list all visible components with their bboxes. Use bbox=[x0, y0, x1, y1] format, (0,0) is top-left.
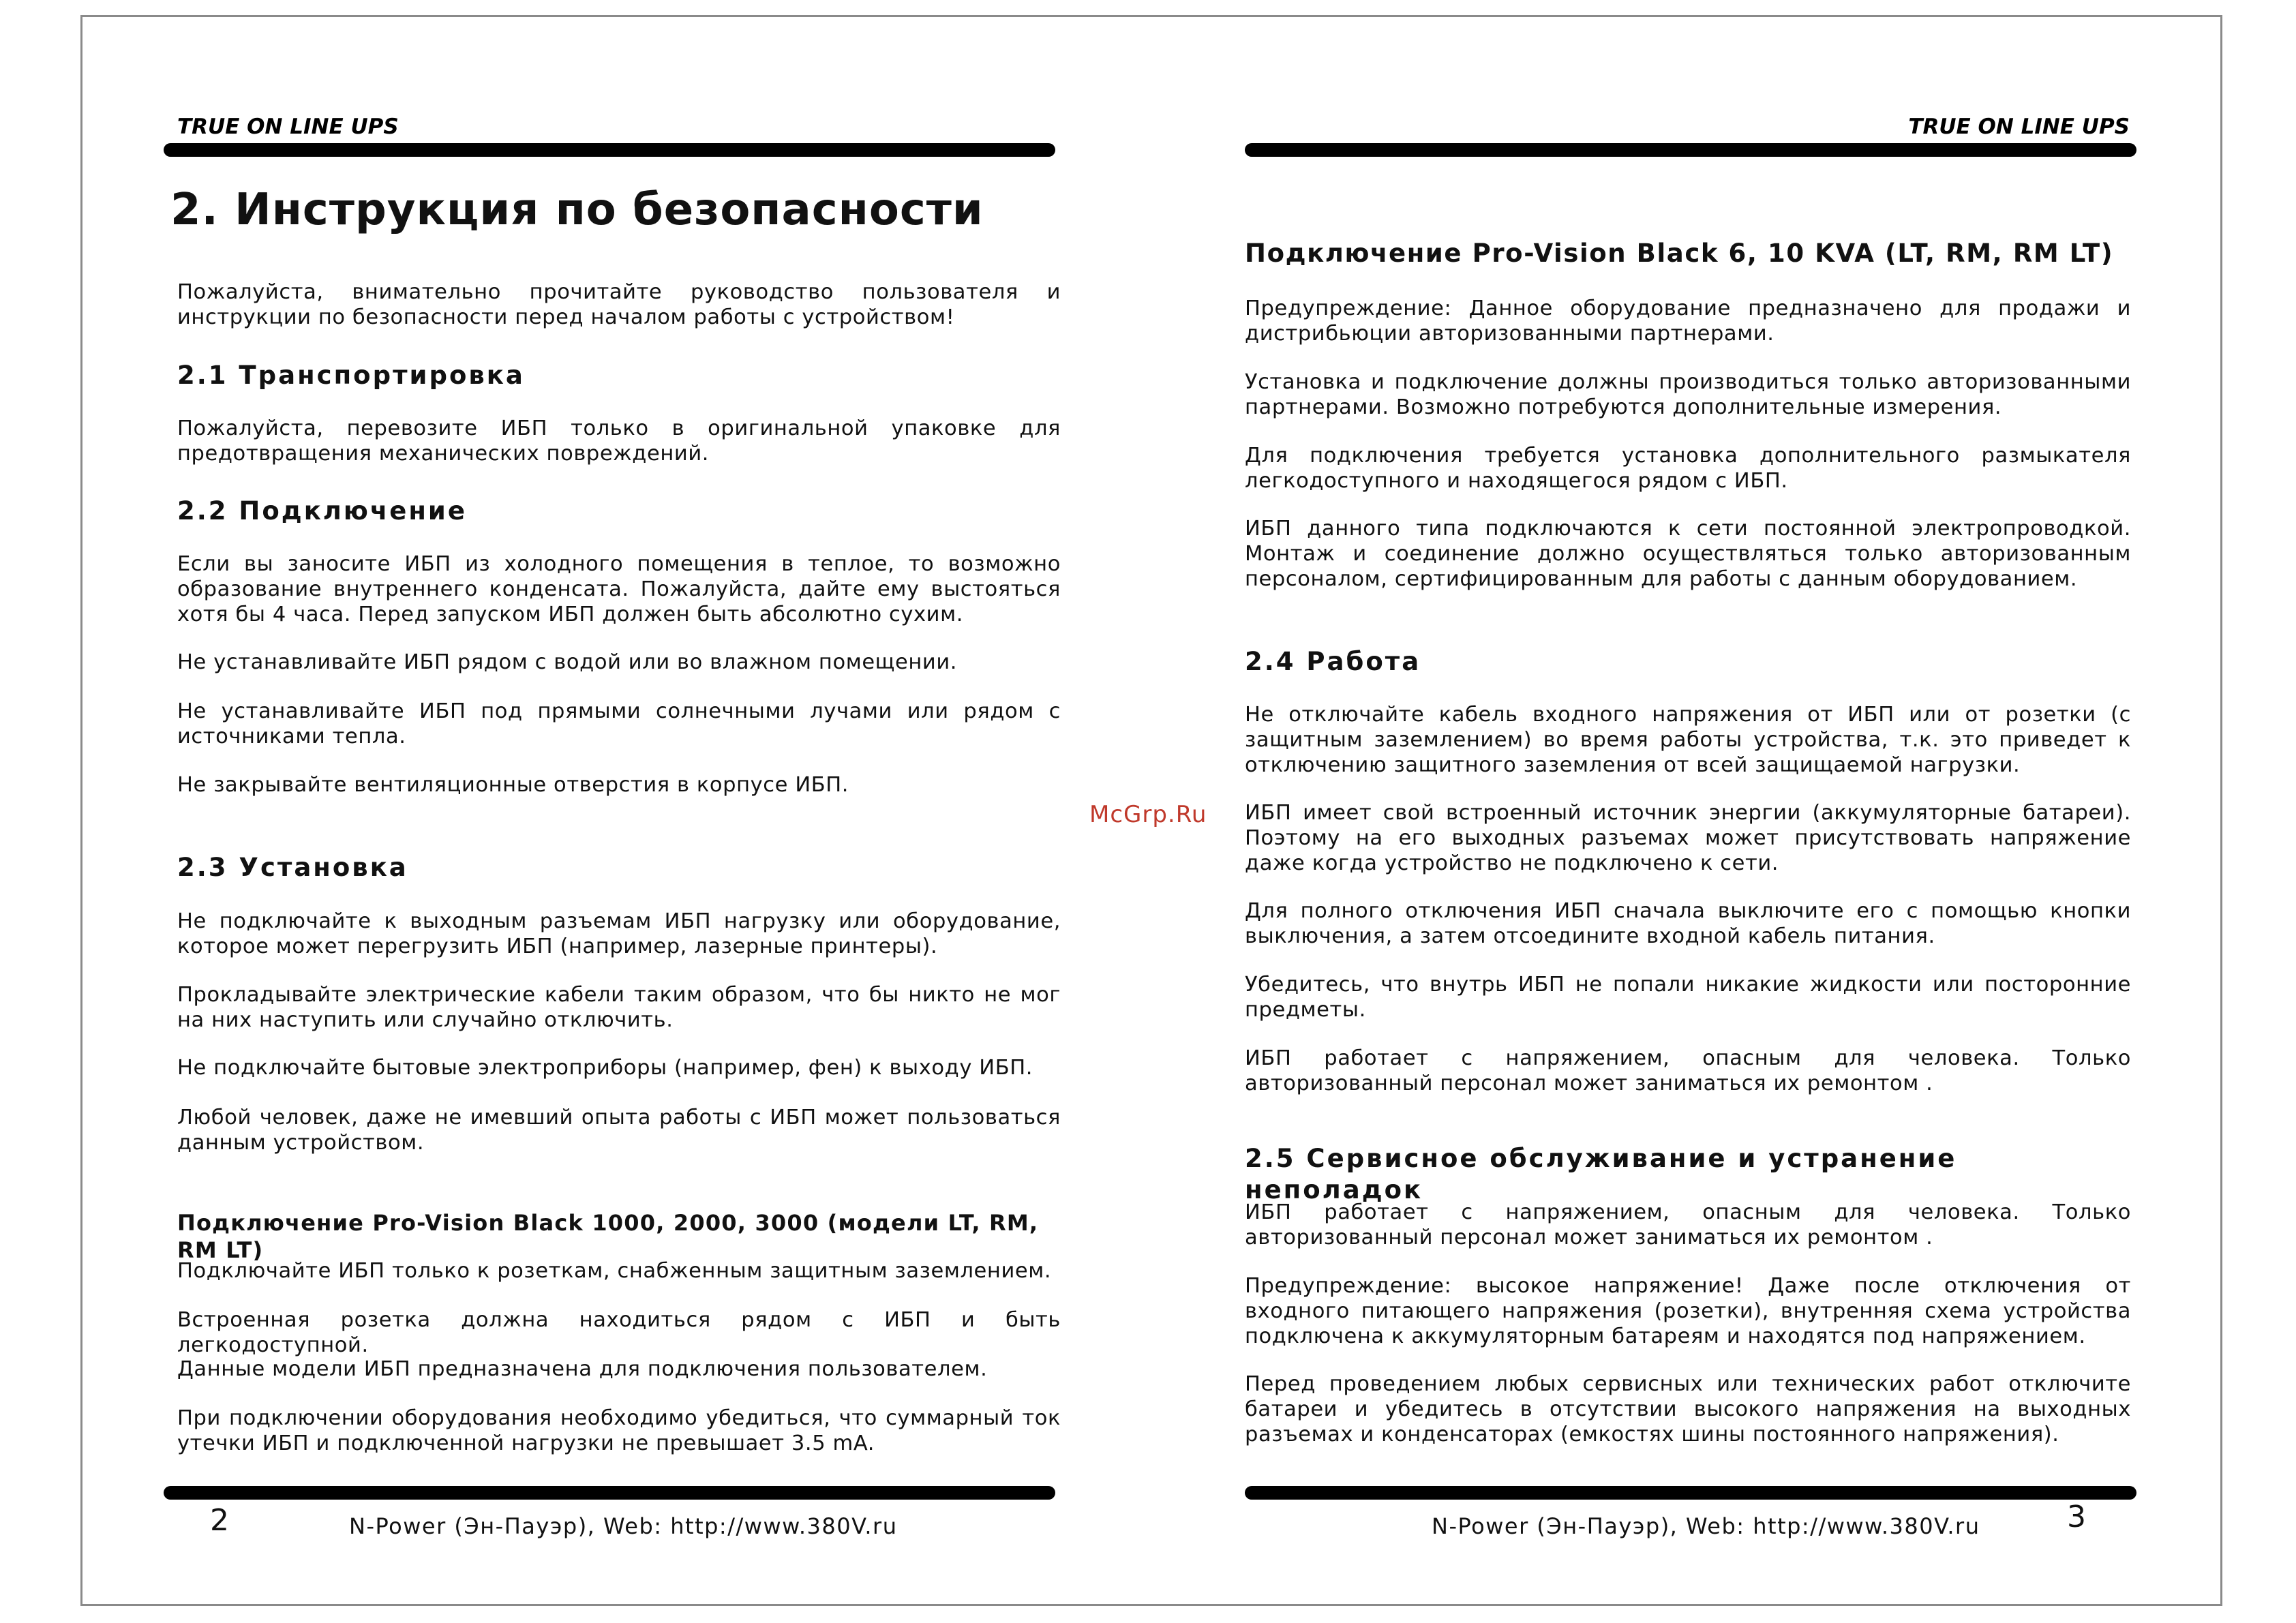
section-2-2-paragraph-4: Не закрывайте вентиляционные отверстия в корпусе ИБП. bbox=[177, 773, 849, 797]
section-2-2-paragraph-1: Если вы заносите ИБП из холодного помещения в теплое, то возможно образование внутреннего конденсата. Пожалуйста, дайте ему выстояться хотя бы 4 часа. Перед запуском ИБП должен быть абсолютно сухим. bbox=[177, 552, 1061, 626]
section-2-3-paragraph-3: Не подключайте бытовые электроприборы (например, фен) к выходу ИБП. bbox=[177, 1056, 1033, 1080]
connection-left-paragraph-1: Подключайте ИБП только к розеткам, снабженным защитным заземлением. bbox=[177, 1259, 1052, 1283]
intro-paragraph: Пожалуйста, внимательно прочитайте руководство пользователя и инструкции по безопасности перед началом работы с устройством! bbox=[177, 280, 1061, 329]
connection-right-paragraph-4: ИБП данного типа подключаются к сети постоянной электропроводкой. Монтаж и соединение должно осуществляться только авторизованным персоналом, сертифицированным для работы с данным оборудованием. bbox=[1245, 517, 2131, 591]
connection-models-heading-left: Подключение Pro-Vision Black 1000, 2000, 3000 (модели LT, RM, RM LT) bbox=[177, 1210, 1039, 1263]
footer-text-left: N-Power (Эн-Пауэр), Web: http://www.380V.ru bbox=[349, 1513, 898, 1539]
section-2-5-paragraph-1: ИБП работает с напряжением, опасным для человека. Только авторизованный персонал может заниматься их ремонтом . bbox=[1245, 1200, 2131, 1249]
section-2-3-heading: 2.3 Установка bbox=[177, 853, 408, 882]
footer-text-right: N-Power (Эн-Пауэр), Web: http://www.380V.ru bbox=[1432, 1513, 1980, 1539]
section-2-4-paragraph-3: Для полного отключения ИБП сначала выключите его с помощью кнопки выключения, а затем отсоедините входной кабель питания. bbox=[1245, 899, 2131, 948]
section-2-3-paragraph-4: Любой человек, даже не имевший опыта работы с ИБП может пользоваться данным устройством. bbox=[177, 1106, 1061, 1155]
header-rule-right bbox=[1245, 143, 2136, 157]
footer-rule-right bbox=[1245, 1486, 2136, 1500]
section-2-1-heading: 2.1 Транспортировка bbox=[177, 361, 525, 390]
section-2-4-paragraph-1: Не отключайте кабель входного напряжения от ИБП или от розетки (с защитным заземлением) во время работы устройства, т.к. это приведет к отключению защитного заземления от всей защищаемой нагрузки. bbox=[1245, 703, 2131, 777]
section-2-1-paragraph: Пожалуйста, перевозите ИБП только в оригинальной упаковке для предотвращения механических повреждений. bbox=[177, 416, 1061, 466]
connection-left-paragraph-3: Данные модели ИБП предназначена для подключения пользователем. bbox=[177, 1357, 988, 1381]
section-2-5-paragraph-2: Предупреждение: высокое напряжение! Даже после отключения от входного питающего напряжения (розетки), внутренняя схема устройства подключена к аккумуляторным батареям и находятся под напряжением. bbox=[1245, 1274, 2131, 1348]
section-2-3-paragraph-1: Не подключайте к выходным разъемам ИБП нагрузку или оборудование, которое может перегрузить ИБП (например, лазерные принтеры). bbox=[177, 909, 1061, 958]
section-2-4-paragraph-5: ИБП работает с напряжением, опасным для человека. Только авторизованный персонал может заниматься их ремонтом . bbox=[1245, 1046, 2131, 1095]
header-rule-left bbox=[164, 143, 1055, 157]
section-2-4-paragraph-4: Убедитесь, что внутрь ИБП не попали никакие жидкости или посторонние предметы. bbox=[1245, 973, 2131, 1022]
section-2-3-paragraph-2: Прокладывайте электрические кабели таким образом, что бы никто не мог на них наступить или случайно отключить. bbox=[177, 983, 1061, 1032]
page-title: 2. Инструкция по безопасности bbox=[170, 185, 984, 235]
connection-right-paragraph-3: Для подключения требуется установка дополнительного размыкателя легкодоступного и находящегося рядом с ИБП. bbox=[1245, 444, 2131, 493]
connection-models-heading-right: Подключение Pro-Vision Black 6, 10 KVA (LT, RM, RM LT) bbox=[1245, 239, 2114, 268]
watermark-text: McGrp.Ru bbox=[1089, 801, 1207, 828]
section-2-4-paragraph-2: ИБП имеет свой встроенный источник энергии (аккумуляторные батареи). Поэтому на его выходных разъемах может присутствовать напряжение даже когда устройство не подключено к сети. bbox=[1245, 801, 2131, 875]
page-number-left: 2 bbox=[210, 1503, 229, 1538]
section-2-2-heading: 2.2 Подключение bbox=[177, 496, 467, 526]
section-2-2-paragraph-2: Не устанавливайте ИБП рядом с водой или во влажном помещении. bbox=[177, 650, 958, 674]
footer-rule-left bbox=[164, 1486, 1055, 1500]
connection-left-paragraph-4: При подключении оборудования необходимо убедиться, что суммарный ток утечки ИБП и подключенной нагрузки не превышает 3.5 mA. bbox=[177, 1406, 1061, 1455]
section-2-5-paragraph-3: Перед проведением любых сервисных или технических работ отключите батареи и убедитесь в отсутствии высокого напряжения на выходных разъемах и конденсаторах (емкостях шины постоянного напряжения). bbox=[1245, 1372, 2131, 1446]
section-2-4-heading: 2.4 Работа bbox=[1245, 647, 1421, 676]
connection-right-paragraph-2: Установка и подключение должны производиться только авторизованными партнерами. Возможно потребуются дополнительные измерения. bbox=[1245, 370, 2131, 419]
header-label-left: TRUE ON LINE UPS bbox=[177, 115, 399, 139]
page-number-right: 3 bbox=[2067, 1500, 2086, 1534]
connection-right-paragraph-1: Предупреждение: Данное оборудование предназначено для продажи и дистрибьюции авторизованными партнерами. bbox=[1245, 297, 2131, 346]
connection-left-paragraph-2: Встроенная розетка должна находиться рядом с ИБП и быть легкодоступной. bbox=[177, 1308, 1061, 1357]
section-2-5-heading: 2.5 Сервисное обслуживание и устранение неполадок bbox=[1245, 1144, 1957, 1204]
header-label-right: TRUE ON LINE UPS bbox=[1908, 115, 2130, 139]
section-2-2-paragraph-3: Не устанавливайте ИБП под прямыми солнечными лучами или рядом с источниками тепла. bbox=[177, 699, 1061, 748]
